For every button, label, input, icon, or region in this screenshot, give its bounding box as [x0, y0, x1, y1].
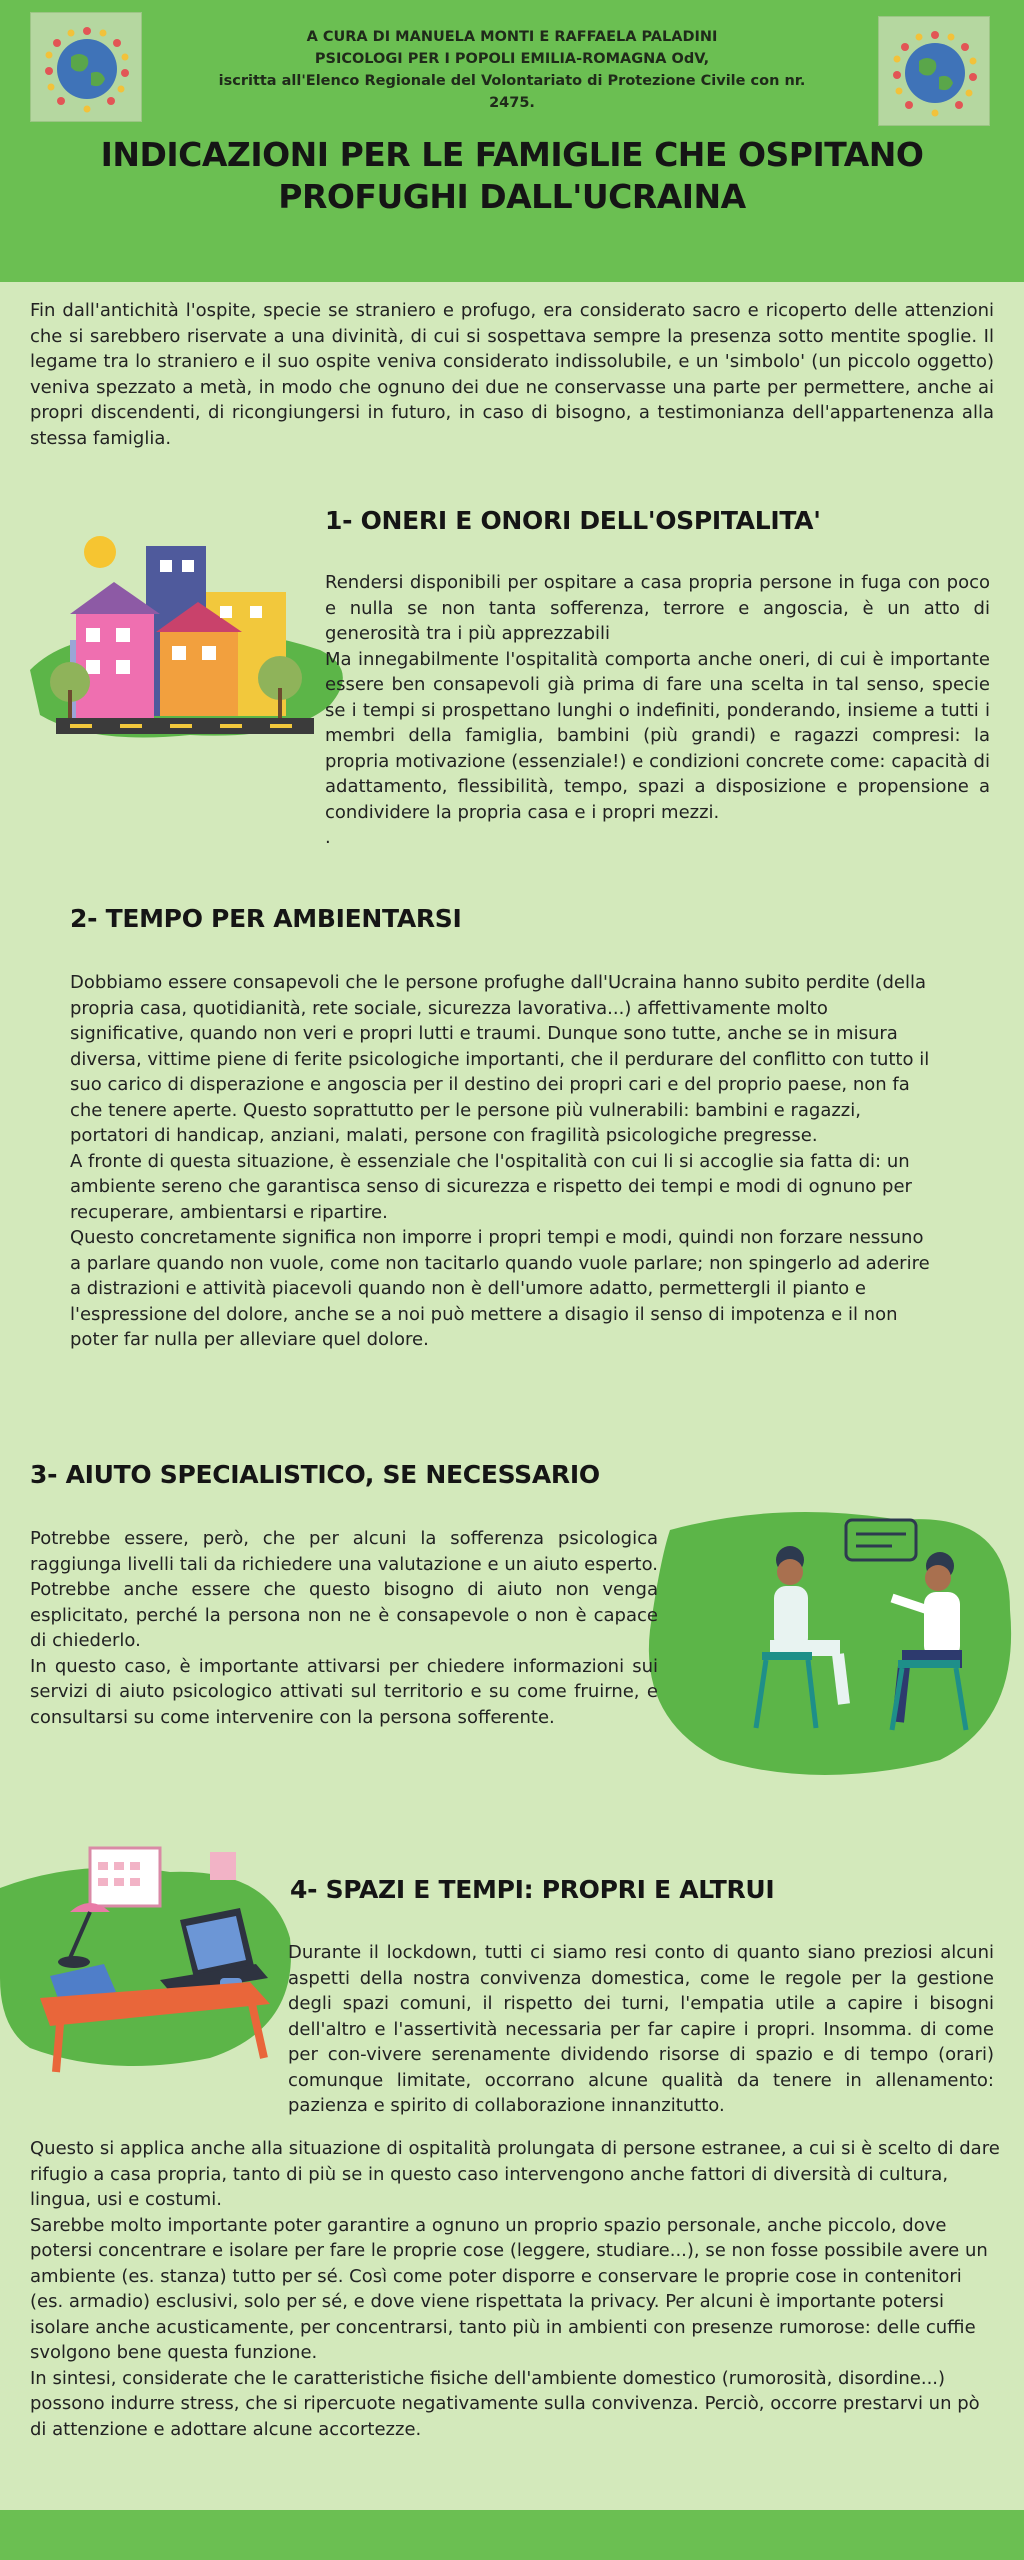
section-paragraph: Rendersi disponibili per ospitare a casa propria persone in fuga con poco e nulla se non tanta sofferenza, terrore e angoscia, è un atto di generosità tra i più apprezzabili [325, 572, 990, 644]
section-4-body [288, 1940, 994, 2119]
section-paragraph: In questo caso, è importante attivarsi per chiedere informazioni sui servizi di aiuto psicologico attivati sul territorio e su come fruirne, e consultarsi su come intervenire con la persona sofferente. [30, 1655, 658, 1728]
section-heading-3: 3- AIUTO SPECIALISTICO, SE NECESSARIO [30, 1460, 600, 1489]
section-paragraph: Dobbiamo essere consapevoli che le persone profughe dall'Ucraina hanno subito perdite (della propria casa, quotidianità, rete sociale, sicurezza lavorativa...) affettivamente molto significative, quando non veri e propri lutti e traumi. Dunque sono tutte, anche se in misura diversa, vittime piene di ferite psicologiche importanti, che il perdurare del conflitto con tutto il suo carico di disperazione e angoscia per il destino dei propri cari e del proprio paese, non fa che tenere aperte. Questo soprattutto per le persone più vulnerabili: bambini e ragazzi, portatori di handicap, anziani, malati, persone con fragilità psicologiche pregresse. [70, 972, 930, 1146]
section-paragraph: . [325, 827, 331, 848]
section-heading-4: 4- SPAZI E TEMPI: PROPRI E ALTRUI [290, 1875, 775, 1904]
credit-line: iscritta all'Elenco Regionale del Volontariato di Protezione Civile con nr. 2475. [218, 73, 806, 111]
credit-line: PSICOLOGI PER I POPOLI EMILIA-ROMAGNA OdV, [314, 51, 710, 67]
section-2-body [70, 970, 938, 1353]
desk-illustration [0, 1828, 300, 2078]
association-logo-right [878, 16, 990, 126]
authors-credit [200, 26, 824, 114]
section-paragraph: Potrebbe essere, però, che per alcuni la sofferenza psicologica raggiunga livelli tali da richiedere una valutazione e un aiuto esperto. Potrebbe anche essere che questo bisogno di aiuto non venga esplicitato, perché la persona non ne è consapevole o non è capace di chiederlo. [30, 1528, 658, 1651]
association-logo-left [30, 12, 142, 122]
intro-paragraph: Fin dall'antichità l'ospite, specie se straniero e profugo, era considerato sacro e ricoperto delle attenzioni che si sarebbero riservate a una divinità, di cui si sospettava sempre la presenza sotto mentite spoglie. Il legame tra lo straniero e il suo ospite veniva considerato indissolubile, e un 'simbolo' (un piccolo oggetto) veniva spezzato a metà, in modo che ognuno dei due ne conservasse una parte per permettere, anche ai propri discendenti, di ricongiungersi in futuro, in caso di bisogno, a testimonianza dell'appartenenza alla stessa famiglia. [30, 300, 994, 449]
section-3-body [30, 1526, 658, 1730]
header-banner [0, 0, 1024, 282]
section-4-continuation [30, 2136, 1000, 2442]
globe-icon [31, 13, 143, 123]
section-heading-1: 1- ONERI E ONORI DELL'OSPITALITA' [325, 506, 821, 535]
section-paragraph: Durante il lockdown, tutti ci siamo resi conto di quanto siano preziosi alcuni aspetti della nostra convivenza domestica, come le regole per la gestione degli spazi comuni, il rispetto dei turni, l'empatia utile a capire i bisogni dell'altro e l'assertività necessaria per far capire i propri. Insomma. di come per con-vivere serenamente dividendo risorse di spazio e di tempo (orari) comunque limitate, occorrano alcune qualità da tenere in allenamento: pazienza e spirito di collaborazione innanzitutto. [288, 1942, 994, 2116]
title-line: INDICAZIONI PER LE FAMIGLIE CHE OSPITANO [100, 135, 924, 174]
section-paragraph: Sarebbe molto importante poter garantire a ognuno un proprio spazio personale, anche piccolo, dove potersi concentrare e isolare per fare le proprie cose (leggere, studiare...), se non fosse possibile avere un ambiente (es. stanza) tutto per sé. Così come poter disporre e conservare le proprie cose in contenitori (es. armadio) esclusivi, solo per sé, e dove viene rispettata la privacy. Per alcuni è importante potersi isolare anche acusticamente, per concentrarsi, tanto più in ambienti con presenze rumorose: delle cuffie svolgono bene questa funzione. [30, 2214, 988, 2363]
section-paragraph: In sintesi, considerate che le caratteristiche fisiche dell'ambiente domestico (rumorosità, disordine...) possono indurre stress, che si ripercuote negativamente sulla convivenza. Perciò, occorre prestarvi un pò di attenzione e adottare alcune accortezze. [30, 2367, 980, 2440]
page-title [40, 134, 984, 218]
footer-band [0, 2510, 1024, 2560]
credit-line: A CURA DI MANUELA MONTI E RAFFAELA PALADINI [306, 29, 718, 45]
section-paragraph: Questo si applica anche alla situazione di ospitalità prolungata di persone estranee, a cui si è scelto di dare rifugio a casa propria, tanto di più se in questo caso intervengono anche fattori di diversità di cultura, lingua, usi e costumi. [30, 2138, 1000, 2210]
section-heading-2: 2- TEMPO PER AMBIENTARSI [70, 904, 462, 933]
globe-icon [879, 17, 991, 127]
section-1-body [325, 570, 990, 851]
section-paragraph: Questo concretamente significa non imporre i propri tempi e modi, quindi non forzare nessuno a parlare quando non vuole, come non tacitarlo quando vuole parlare; non spingerlo ad aderire a distrazioni e attività piacevoli quando non è dell'umore adatto, permettergli il pianto e l'espressione del dolore, anche se a noi può mettere a disagio il senso di impotenza e il non poter far nulla per alleviare quel dolore. [70, 1227, 930, 1350]
section-paragraph: Ma innegabilmente l'ospitalità comporta anche oneri, di cui è importante essere ben consapevoli già prima di fare una scelta in tal senso, specie se i tempi si prospettano lunghi o indefiniti, ponderando, insieme a tutti i membri della famiglia, bambini (più grandi) e ragazzi compresi: la propria motivazione (essenziale!) e condizioni concrete come: capacità di adattamento, flessibilità, tempo, spazi a disposizione e propensione a condividere la propria casa e i propri mezzi. [325, 648, 990, 823]
therapy-illustration [640, 1490, 1020, 1785]
houses-illustration [30, 520, 360, 760]
title-line: PROFUGHI DALL'UCRAINA [278, 177, 746, 216]
section-paragraph: A fronte di questa situazione, è essenziale che l'ospitalità con cui li si accoglie sia fatta di: un ambiente sereno che garantisca senso di sicurezza e rispetto dei tempi e modi di ognuno per recuperare, ambientarsi e ripartire. [70, 1150, 912, 1223]
